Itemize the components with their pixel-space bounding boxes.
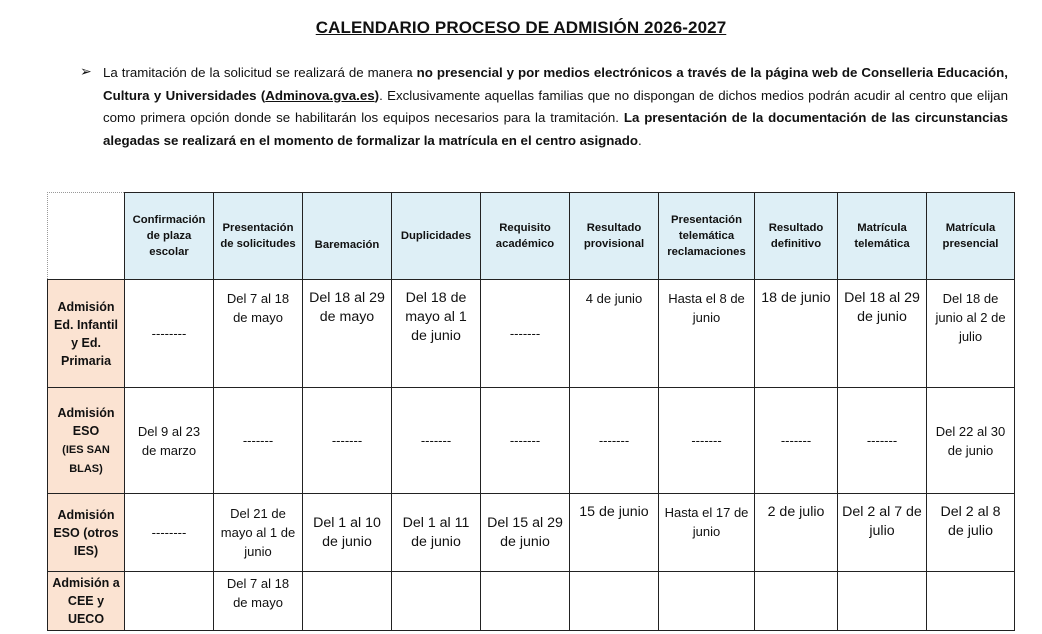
header-row [48, 193, 1015, 280]
table-cell: Del 9 al 23 de marzo [125, 388, 214, 494]
row-label-text: Admisión ESO [57, 405, 115, 438]
table-row [48, 280, 1015, 388]
table-cell: 2 de julio [755, 494, 838, 572]
table-cell [303, 572, 392, 631]
column-header: Matrícula presencial [927, 193, 1015, 280]
row-label: Admisión a CEE y UECO [48, 572, 125, 631]
table-cell [125, 572, 214, 631]
column-header: Baremación [303, 193, 392, 280]
table-cell: ------- [570, 388, 659, 494]
intro-bold-2: ) [374, 87, 380, 103]
row-sublabel: (IES SAN BLAS) [62, 443, 110, 475]
table-cell: Del 18 al 29 de mayo [303, 280, 392, 388]
table-cell: Del 22 al 30 de junio [927, 388, 1015, 494]
intro-text-1: La tramitación de la solicitud se realizará de manera [103, 65, 417, 80]
column-header: Duplicidades [392, 193, 481, 280]
intro-paragraph [103, 62, 1008, 152]
row-label: Admisión Ed. Infantil y Ed. Primaria [48, 280, 125, 388]
intro-text-3: . [638, 132, 642, 148]
table-cell: 15 de junio [570, 494, 659, 572]
table-cell [659, 572, 755, 631]
column-header: Requisito académico [481, 193, 570, 280]
table-cell: 4 de junio [570, 280, 659, 388]
table-cell [392, 572, 481, 631]
row-label: Admisión ESO (otros IES) [48, 494, 125, 572]
table-cell: Hasta el 8 de junio [659, 280, 755, 388]
table-cell: ------- [755, 388, 838, 494]
table-cell [570, 572, 659, 631]
column-header: Matrícula telemática [838, 193, 927, 280]
column-header: Presentación telemática reclamaciones [659, 193, 755, 280]
table-cell: -------- [125, 494, 214, 572]
column-header: Resultado provisional [570, 193, 659, 280]
table-cell: Hasta el 17 de junio [659, 494, 755, 572]
table-cell: Del 7 al 18 de mayo [214, 572, 303, 631]
table-cell: Del 21 de mayo al 1 de junio [214, 494, 303, 572]
intro-bold-1: no presencial y por medios electrónicos a través de la página web de Conselleria Educación, Cultura y Universidades ( [103, 65, 1008, 103]
table-cell: Del 15 al 29 de junio [481, 494, 570, 572]
table-cell: ------- [303, 388, 392, 494]
table-row [48, 494, 1015, 572]
table-cell: Del 18 de junio al 2 de julio [927, 280, 1015, 388]
table-cell [755, 572, 838, 631]
column-header: Presentación de solicitudes [214, 193, 303, 280]
table-cell: Del 2 al 7 de julio [838, 494, 927, 572]
table-cell: -------- [125, 280, 214, 388]
intro-text-2: . Exclusivamente aquellas familias que no dispongan de dichos medios podrán acudir al centro que elijan como primera opción donde se habilitarán los equipos necesarios para la tramitación. [103, 87, 1008, 126]
table-row [48, 388, 1015, 494]
table-cell: ------- [838, 388, 927, 494]
admission-calendar-table [47, 192, 1015, 631]
table-cell: Del 7 al 18 de mayo [214, 280, 303, 388]
table-cell: Del 2 al 8 de julio [927, 494, 1015, 572]
table-row [48, 572, 1015, 631]
adminova-link[interactable]: Adminova.gva.es [265, 87, 375, 103]
table-cell: ------- [481, 388, 570, 494]
table-cell: ------- [481, 280, 570, 388]
page-title: CALENDARIO PROCESO DE ADMISIÓN 2026-2027 [315, 18, 727, 37]
table-cell [481, 572, 570, 631]
table-cell: ------- [214, 388, 303, 494]
table-cell [927, 572, 1015, 631]
column-header: Resultado definitivo [755, 193, 838, 280]
arrow-bullet-icon: ➢ [80, 63, 92, 79]
table-cell: Del 18 de mayo al 1 de junio [392, 280, 481, 388]
table-cell [838, 572, 927, 631]
table-cell: Del 18 al 29 de junio [838, 280, 927, 388]
intro-bold-3: La presentación de la documentación de las circunstancias alegadas se realizará en el momento de formalizar la matrícula en el centro asignado [103, 110, 1008, 148]
row-label [48, 388, 125, 494]
table-cell: Del 1 al 11 de junio [392, 494, 481, 572]
column-header: Confirmación de plaza escolar [125, 193, 214, 280]
intro-section [80, 62, 1008, 152]
table-cell: Del 1 al 10 de junio [303, 494, 392, 572]
table-cell: ------- [392, 388, 481, 494]
corner-cell [48, 193, 125, 280]
table-cell: 18 de junio [755, 280, 838, 388]
table-cell: ------- [659, 388, 755, 494]
